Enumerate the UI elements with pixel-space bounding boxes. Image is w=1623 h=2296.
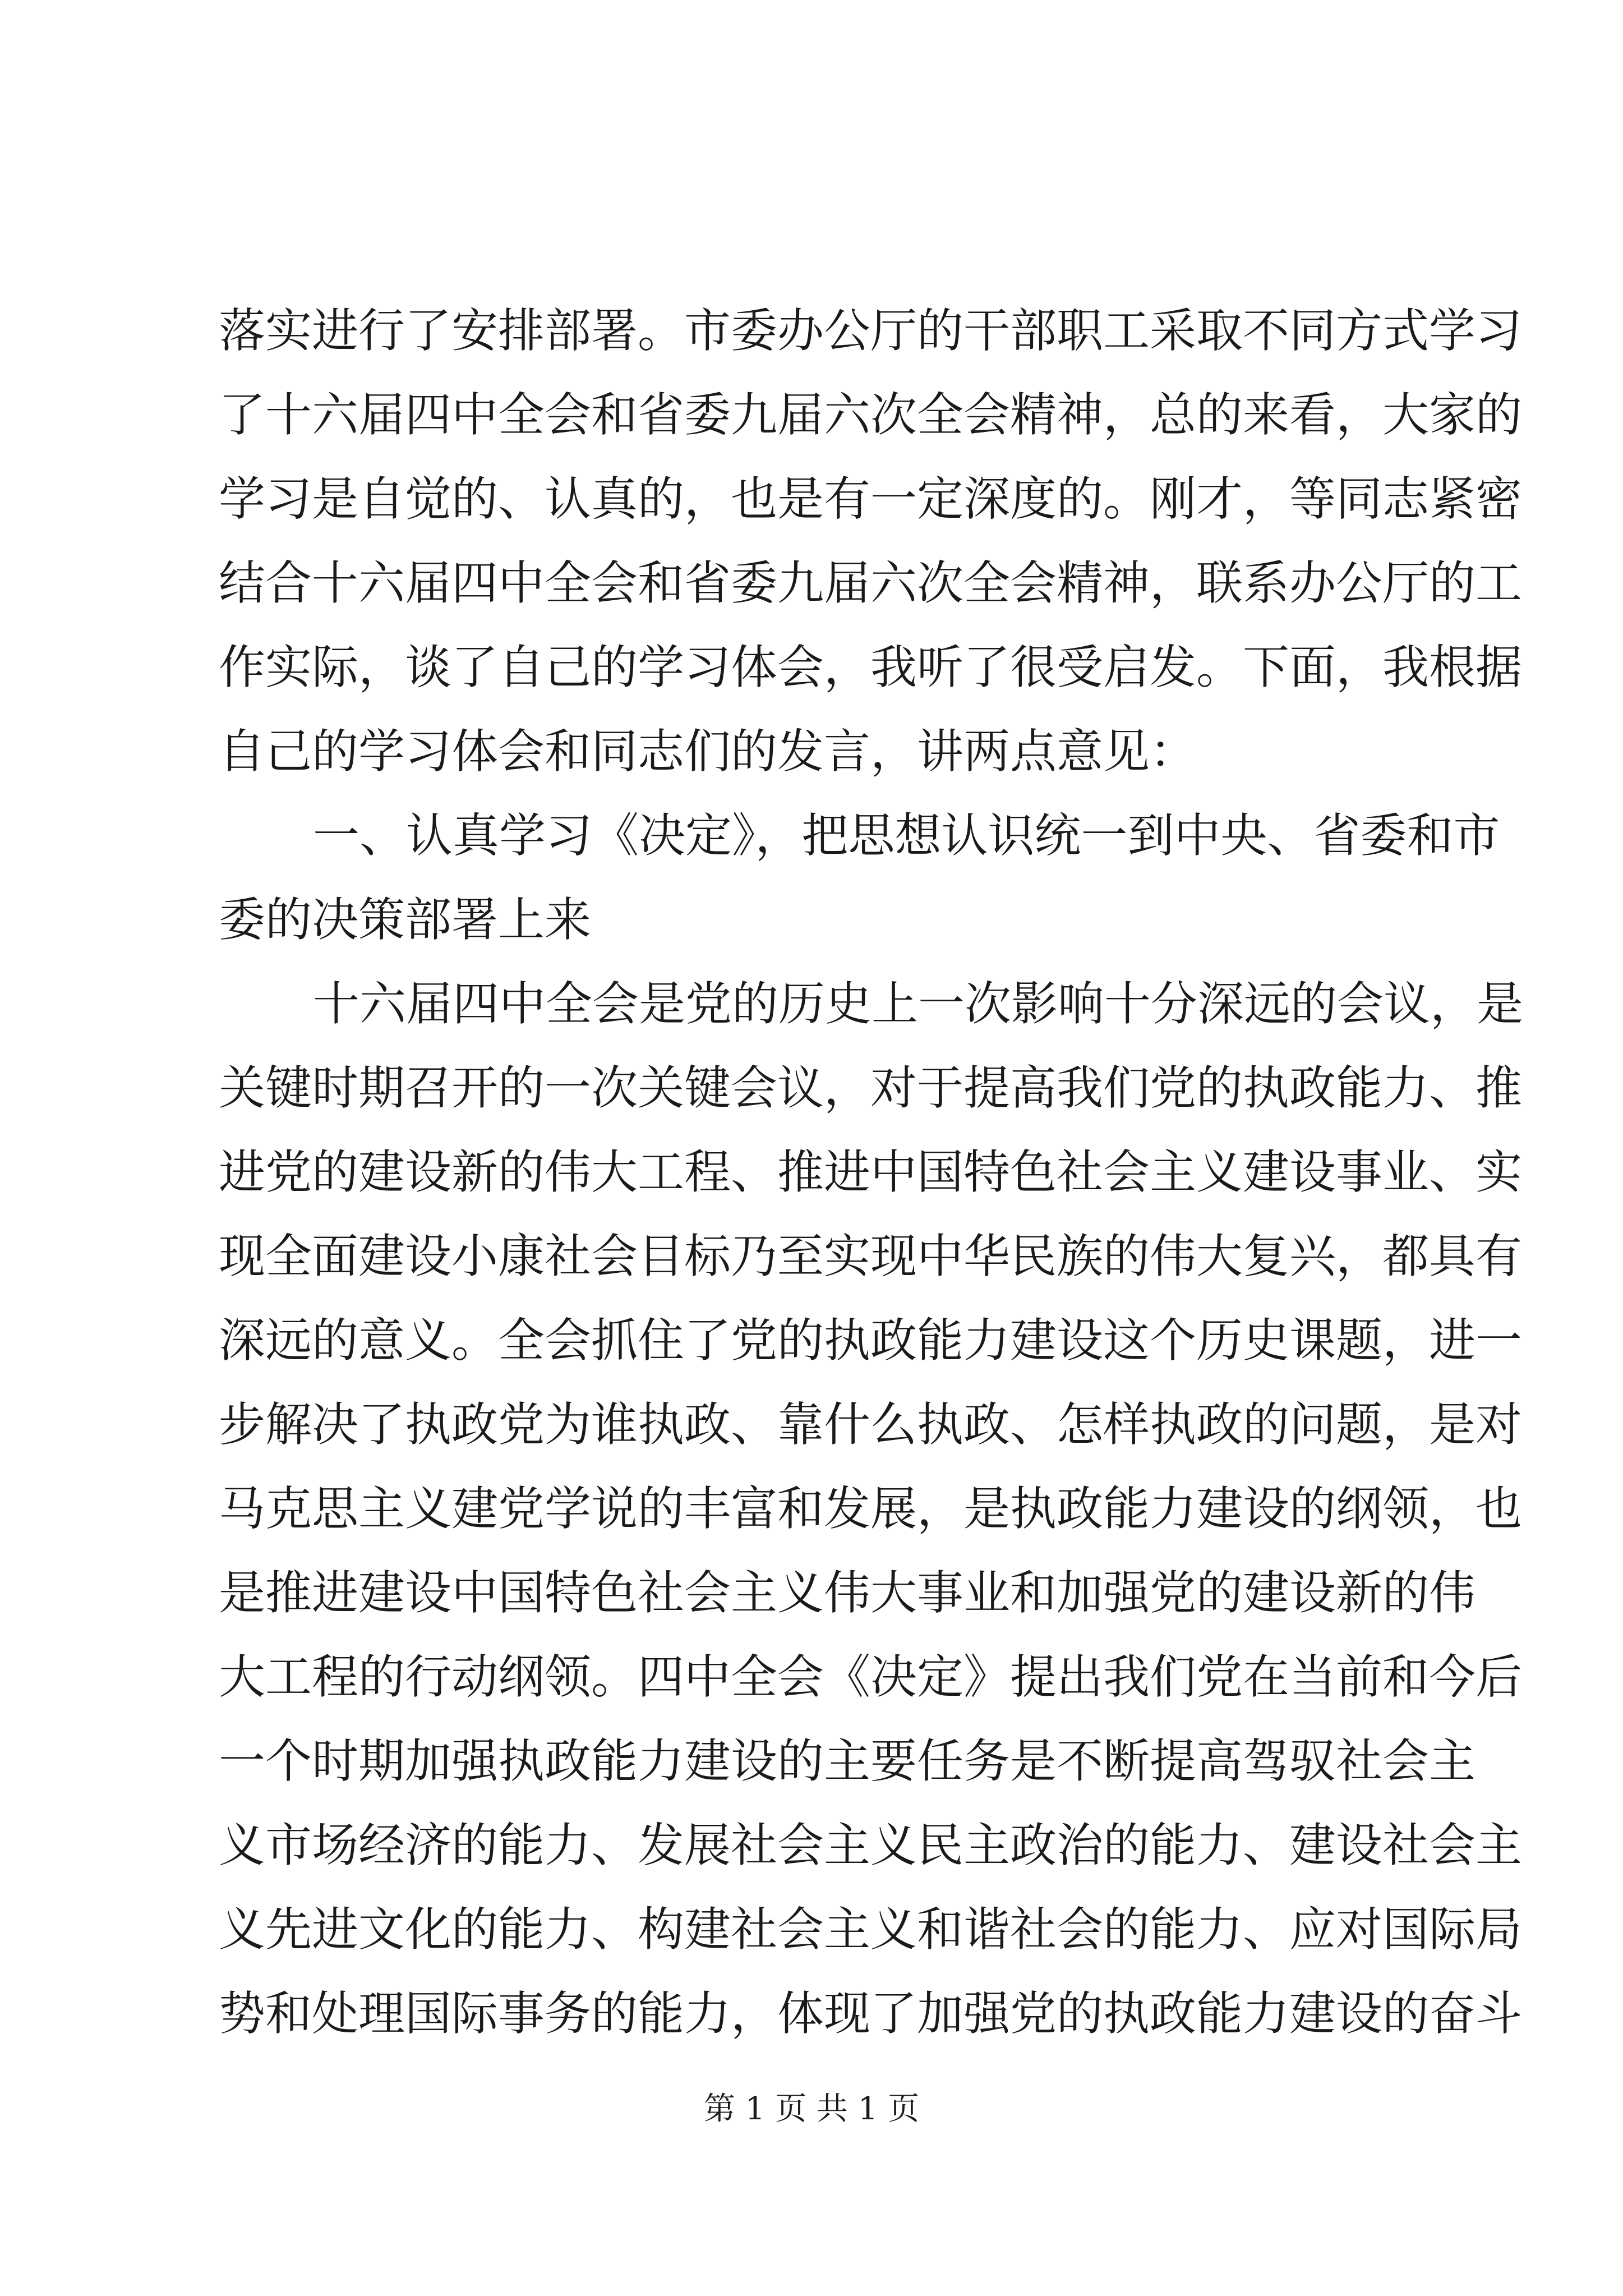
text-line: 马克思主义建党学说的丰富和发展，是执政能力建设的纲领，也	[219, 1481, 1522, 1536]
text-line: 学习是自觉的、认真的，也是有一定深度的。刚才，等同志紧密	[219, 472, 1522, 526]
text-line: 势和处理国际事务的能力，体现了加强党的执政能力建设的奋斗	[219, 1986, 1522, 2041]
section-heading-line: 委的决策部署上来	[219, 892, 591, 947]
text-line: 十六届四中全会是党的历史上一次影响十分深远的会议，是	[313, 977, 1523, 1031]
text-line: 一个时期加强执政能力建设的主要任务是不断提高驾驭社会主	[219, 1734, 1476, 1788]
page-number-footer: 第 1 页 共 1 页	[703, 2091, 920, 2127]
text-line: 落实进行了安排部署。市委办公厅的干部职工采取不同方式学习	[219, 303, 1522, 358]
text-line: 义先进文化的能力、构建社会主义和谐社会的能力、应对国际局	[219, 1902, 1522, 1957]
section-heading-line: 一、认真学习《决定》，把思想认识统一到中央、省委和市	[313, 808, 1500, 863]
text-line: 大工程的行动纲领。四中全会《决定》提出我们党在当前和今后	[219, 1650, 1522, 1704]
text-line: 自己的学习体会和同志们的发言，讲两点意见：	[219, 724, 1196, 779]
text-line: 进党的建设新的伟大工程、推进中国特色社会主义建设事业、实	[219, 1145, 1522, 1199]
text-line: 是推进建设中国特色社会主义伟大事业和加强党的建设新的伟	[219, 1566, 1476, 1620]
text-line: 深远的意义。全会抓住了党的执政能力建设这个历史课题，进一	[219, 1313, 1522, 1368]
text-line: 了十六届四中全会和省委九届六次全会精神，总的来看，大家的	[219, 388, 1522, 442]
text-line: 步解决了执政党为谁执政、靠什么执政、怎样执政的问题，是对	[219, 1397, 1522, 1452]
text-line: 关键时期召开的一次关键会议，对于提高我们党的执政能力、推	[219, 1061, 1522, 1115]
text-line: 义市场经济的能力、发展社会主义民主政治的能力、建设社会主	[219, 1818, 1522, 1872]
text-line: 现全面建设小康社会目标乃至实现中华民族的伟大复兴，都具有	[219, 1229, 1522, 1283]
text-line: 结合十六届四中全会和省委九届六次全会精神，联系办公厅的工	[219, 556, 1522, 610]
text-line: 作实际，谈了自己的学习体会，我听了很受启发。下面，我根据	[219, 640, 1522, 694]
